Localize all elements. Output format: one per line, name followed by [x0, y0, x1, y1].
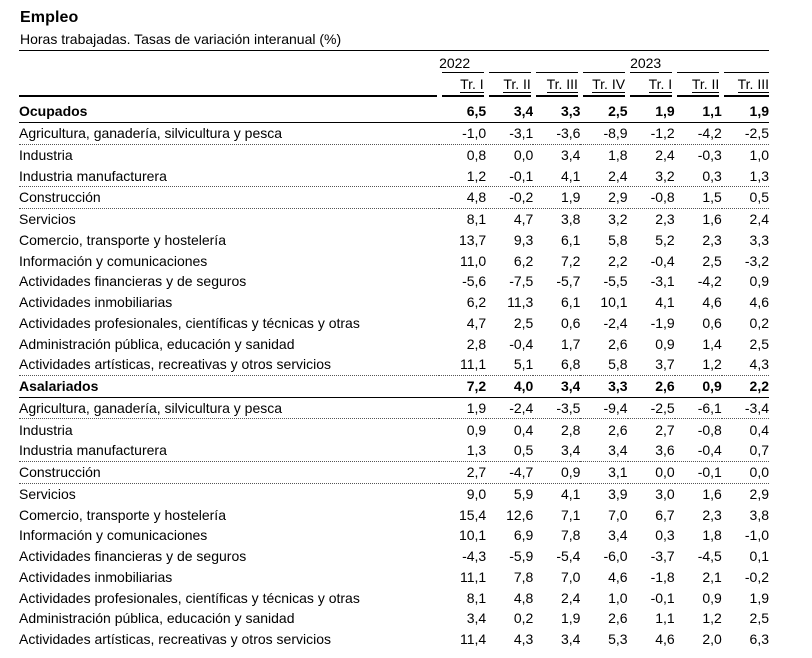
value-cell: 7,0: [608, 506, 628, 523]
value-cell: 2,2: [608, 252, 628, 269]
value-cell: -3,6: [533, 122, 580, 144]
value-cell: 0,5: [722, 187, 769, 209]
row-label: Administración pública, educación y sanidad: [19, 335, 295, 352]
value-cell: -8,9: [580, 122, 627, 144]
value-cell: 4,8: [513, 589, 534, 606]
top-rule: [19, 50, 769, 51]
value-cell: 1,2: [675, 354, 722, 375]
value-cell: 2,7: [655, 421, 675, 438]
value-cell: 1,1: [655, 610, 675, 627]
table-row: [19, 546, 769, 567]
value-cell: 13,7: [458, 231, 487, 248]
value-cell: 0,7: [722, 440, 769, 461]
page-title: Empleo: [20, 9, 79, 26]
row-label: Administración pública, educación y sanidad: [19, 610, 295, 627]
value-cell: 2,6: [608, 335, 628, 352]
row-label: Servicios: [19, 485, 76, 502]
table-row: [19, 375, 769, 397]
table-body: [19, 52, 769, 650]
value-cell: -0,3: [697, 146, 722, 163]
row-label: Actividades artísticas, recreativas y otros servicios: [19, 631, 331, 648]
row-label: Construcción: [19, 461, 439, 483]
value-cell: -4,5: [697, 548, 722, 565]
quarter-label: Tr. II: [691, 76, 720, 92]
value-cell: 3,4: [486, 101, 533, 122]
header-blank: [19, 52, 439, 73]
value-cell: 2,4: [580, 165, 627, 186]
value-cell: -0,8: [628, 187, 675, 209]
value-cell: 6,1: [560, 231, 581, 248]
value-cell: 2,5: [513, 314, 534, 331]
row-label: Actividades financieras y de seguros: [19, 548, 247, 565]
value-cell: 2,4: [655, 146, 675, 163]
value-cell: 2,8: [560, 421, 581, 438]
value-cell: -6,0: [603, 548, 628, 565]
value-cell: 1,4: [702, 335, 722, 352]
value-cell: 0,3: [655, 527, 675, 544]
value-cell: -0,1: [650, 589, 675, 606]
value-cell: 0,6: [702, 314, 722, 331]
table-row: [19, 230, 769, 251]
value-cell: 0,8: [466, 146, 487, 163]
table-row: [19, 333, 769, 354]
table-row: [19, 587, 769, 608]
value-cell: 11,1: [459, 568, 487, 585]
value-cell: 5,2: [655, 231, 675, 248]
table-row: [19, 144, 769, 165]
value-cell: -5,5: [603, 273, 628, 290]
value-cell: -9,4: [580, 397, 627, 419]
value-cell: 2,3: [702, 506, 722, 523]
table-row: [19, 483, 769, 504]
row-label: Información y comunicaciones: [19, 252, 208, 269]
value-cell: -0,4: [509, 335, 534, 352]
row-label: Actividades artísticas, recreativas y otros servicios: [19, 354, 439, 375]
row-label: Información y comunicaciones: [19, 527, 208, 544]
value-cell: 3,4: [560, 146, 581, 163]
year-2022-label: 2022: [439, 52, 486, 73]
value-cell: -4,2: [697, 273, 722, 290]
table-row: [19, 187, 769, 209]
value-cell: -2,4: [486, 397, 533, 419]
value-cell: 15,4: [458, 506, 487, 523]
value-cell: 3,2: [628, 165, 675, 186]
value-cell: 1,0: [749, 146, 769, 163]
value-cell: 3,8: [560, 211, 581, 228]
table-row: [19, 629, 769, 650]
value-cell: 3,7: [628, 354, 675, 375]
quarter-header: [722, 73, 769, 97]
table-row: [19, 608, 769, 629]
year-2023-span: [722, 52, 769, 73]
value-cell: 3,3: [533, 101, 580, 122]
value-cell: 6,8: [533, 354, 580, 375]
row-label: Servicios: [19, 211, 76, 228]
year-2023-span: [675, 52, 722, 73]
row-label: Agricultura, ganadería, silvicultura y pesca: [19, 397, 439, 419]
value-cell: 1,2: [702, 610, 722, 627]
value-cell: 1,0: [608, 589, 628, 606]
value-cell: 2,0: [702, 631, 722, 648]
value-cell: -1,0: [744, 527, 769, 544]
value-cell: 12,6: [506, 506, 534, 523]
value-cell: -2,4: [603, 314, 628, 331]
value-cell: 0,6: [560, 314, 581, 331]
value-cell: 3,4: [466, 610, 487, 627]
value-cell: 0,1: [749, 548, 769, 565]
value-cell: 2,6: [628, 375, 675, 397]
section-header-label: Asalariados: [19, 375, 439, 397]
value-cell: 4,7: [513, 211, 534, 228]
value-cell: 3,8: [749, 506, 769, 523]
value-cell: 2,1: [702, 568, 722, 585]
value-cell: 3,4: [560, 631, 581, 648]
value-cell: 4,3: [513, 631, 534, 648]
value-cell: -5,9: [509, 548, 534, 565]
value-cell: 1,9: [439, 397, 486, 419]
value-cell: 2,6: [608, 421, 628, 438]
value-cell: 3,6: [628, 440, 675, 461]
value-cell: 1,3: [722, 165, 769, 186]
header-blank: [19, 73, 439, 97]
value-cell: 2,9: [580, 187, 627, 209]
value-cell: -0,4: [675, 440, 722, 461]
value-cell: 2,7: [439, 461, 486, 483]
page-subtitle: Horas trabajadas. Tasas de variación interanual (%): [20, 31, 342, 47]
value-cell: 10,1: [600, 294, 628, 311]
value-cell: 0,9: [702, 589, 722, 606]
value-cell: 2,3: [655, 211, 675, 228]
value-cell: 0,5: [486, 440, 533, 461]
value-cell: 1,1: [675, 101, 722, 122]
quarter-label: Tr. I: [648, 76, 673, 92]
value-cell: 0,9: [533, 461, 580, 483]
value-cell: 0,0: [628, 461, 675, 483]
row-label: Actividades inmobiliarias: [19, 568, 173, 585]
value-cell: -0,1: [486, 165, 533, 186]
value-cell: 0,9: [749, 273, 769, 290]
value-cell: 1,3: [439, 440, 486, 461]
value-cell: 2,9: [749, 485, 769, 502]
value-cell: 7,0: [560, 568, 581, 585]
value-cell: 1,6: [702, 485, 722, 502]
value-cell: 4,6: [655, 631, 675, 648]
value-cell: 5,8: [608, 231, 628, 248]
quarter-label: Tr. III: [737, 76, 769, 92]
value-cell: 3,2: [608, 211, 628, 228]
value-cell: 7,1: [560, 506, 581, 523]
table-row: [19, 567, 769, 588]
section-header-label: Ocupados: [19, 101, 439, 122]
value-cell: -1,8: [650, 568, 675, 585]
table-row: [19, 271, 769, 292]
value-cell: 1,9: [749, 589, 769, 606]
table-row: [19, 313, 769, 334]
value-cell: -0,8: [697, 421, 722, 438]
table-row: [19, 165, 769, 186]
value-cell: 0,9: [655, 335, 675, 352]
value-cell: 1,9: [628, 101, 675, 122]
value-cell: 0,2: [749, 314, 769, 331]
table-row: [19, 419, 769, 440]
value-cell: 0,9: [675, 375, 722, 397]
row-label: Agricultura, ganadería, silvicultura y pesca: [19, 122, 439, 144]
value-cell: 1,5: [675, 187, 722, 209]
value-cell: 4,7: [466, 314, 487, 331]
value-cell: 3,4: [580, 440, 627, 461]
value-cell: 11,1: [439, 354, 486, 375]
value-cell: 1,7: [560, 335, 581, 352]
row-label: Actividades profesionales, científicas y técnicas y otras: [19, 314, 360, 331]
table-row: [19, 354, 769, 375]
quarter-header: [628, 73, 675, 97]
value-cell: 0,3: [675, 165, 722, 186]
table-row: [19, 250, 769, 271]
value-cell: -7,5: [509, 273, 534, 290]
table-row: [19, 208, 769, 229]
value-cell: -1,2: [628, 122, 675, 144]
year-2022-span: [533, 52, 580, 73]
quarter-header: [439, 73, 486, 97]
row-label: Actividades inmobiliarias: [19, 294, 173, 311]
value-cell: 2,5: [702, 252, 722, 269]
value-cell: 1,9: [722, 101, 769, 122]
value-cell: 1,8: [702, 527, 722, 544]
value-cell: 6,3: [749, 631, 769, 648]
value-cell: -3,7: [650, 548, 675, 565]
value-cell: 6,9: [513, 527, 534, 544]
value-cell: -3,1: [650, 273, 675, 290]
year-2022-span: [486, 52, 533, 73]
value-cell: 11,3: [507, 294, 534, 311]
value-cell: 2,3: [702, 231, 722, 248]
value-cell: -4,2: [675, 122, 722, 144]
value-cell: 2,4: [749, 211, 769, 228]
value-cell: 2,8: [466, 335, 487, 352]
table-row: [19, 122, 769, 144]
value-cell: 2,6: [608, 610, 628, 627]
value-cell: 5,8: [580, 354, 627, 375]
quarter-label: Tr. II: [503, 76, 531, 92]
value-cell: 0,0: [513, 146, 534, 163]
value-cell: -4,7: [486, 461, 533, 483]
value-cell: 11,0: [459, 252, 487, 269]
year-2022-span: [580, 52, 627, 73]
employment-table: [19, 52, 769, 650]
row-label: Comercio, transporte y hostelería: [19, 506, 226, 523]
value-cell: 6,1: [560, 294, 581, 311]
value-cell: 2,5: [749, 335, 769, 352]
value-cell: 2,4: [560, 589, 581, 606]
row-label: Actividades financieras y de seguros: [19, 273, 247, 290]
row-label: Industria manufacturera: [19, 165, 439, 186]
value-cell: 3,3: [749, 231, 769, 248]
table-row: [19, 440, 769, 461]
value-cell: -1,9: [650, 314, 675, 331]
year-header-row: [19, 52, 769, 73]
value-cell: 1,9: [533, 187, 580, 209]
value-cell: 9,0: [466, 485, 487, 502]
value-cell: 3,4: [533, 375, 580, 397]
value-cell: -4,3: [462, 548, 487, 565]
value-cell: 3,1: [580, 461, 627, 483]
value-cell: -0,2: [486, 187, 533, 209]
value-cell: 8,1: [466, 211, 487, 228]
value-cell: -5,7: [556, 273, 581, 290]
quarter-label: Tr. I: [460, 76, 484, 92]
value-cell: -0,2: [744, 568, 769, 585]
value-cell: 4,6: [749, 294, 769, 311]
row-label: Comercio, transporte y hostelería: [19, 231, 226, 248]
value-cell: 6,5: [439, 101, 486, 122]
value-cell: -3,5: [533, 397, 580, 419]
value-cell: 7,2: [439, 375, 486, 397]
row-label: Actividades profesionales, científicas y técnicas y otras: [19, 589, 360, 606]
value-cell: 4,3: [722, 354, 769, 375]
value-cell: 4,8: [439, 187, 486, 209]
value-cell: 2,5: [580, 101, 627, 122]
value-cell: 2,5: [749, 610, 769, 627]
value-cell: -1,0: [439, 122, 486, 144]
quarter-header: [580, 73, 627, 97]
value-cell: 0,9: [466, 421, 487, 438]
year-2023-label: 2023: [628, 52, 675, 73]
value-cell: 5,1: [486, 354, 533, 375]
value-cell: -2,5: [628, 397, 675, 419]
row-label: Industria: [19, 146, 73, 163]
value-cell: 6,2: [513, 252, 534, 269]
row-label: Construcción: [19, 187, 439, 209]
quarter-header: [533, 73, 580, 97]
value-cell: -3,1: [486, 122, 533, 144]
value-cell: 4,1: [560, 485, 581, 502]
value-cell: 4,0: [486, 375, 533, 397]
quarter-label: Tr. IV: [592, 76, 626, 92]
value-cell: -0,4: [650, 252, 675, 269]
value-cell: 0,0: [722, 461, 769, 483]
value-cell: 7,8: [560, 527, 581, 544]
value-cell: 4,6: [702, 294, 722, 311]
table-row: [19, 525, 769, 546]
table-row: [19, 101, 769, 122]
value-cell: 3,4: [533, 440, 580, 461]
value-cell: 9,3: [513, 231, 534, 248]
value-cell: 7,8: [513, 568, 534, 585]
value-cell: 3,9: [608, 485, 628, 502]
row-label: Industria: [19, 421, 73, 438]
value-cell: 1,6: [702, 211, 722, 228]
value-cell: 5,3: [608, 631, 628, 648]
value-cell: 0,2: [513, 610, 534, 627]
quarter-header-row: [19, 73, 769, 97]
value-cell: 4,1: [655, 294, 675, 311]
value-cell: -0,1: [675, 461, 722, 483]
quarter-label: Tr. III: [546, 76, 578, 92]
value-cell: 3,0: [655, 485, 675, 502]
value-cell: 10,1: [458, 527, 487, 544]
value-cell: -5,4: [556, 548, 581, 565]
value-cell: 1,2: [439, 165, 486, 186]
value-cell: 3,3: [580, 375, 627, 397]
value-cell: 1,9: [560, 610, 581, 627]
table-row: [19, 292, 769, 313]
value-cell: -2,5: [722, 122, 769, 144]
value-cell: 8,1: [466, 589, 487, 606]
value-cell: 6,7: [655, 506, 675, 523]
value-cell: 6,2: [466, 294, 487, 311]
value-cell: 3,4: [608, 527, 628, 544]
value-cell: -6,1: [675, 397, 722, 419]
table-row: [19, 461, 769, 483]
quarter-header: [675, 73, 722, 97]
value-cell: 2,2: [722, 375, 769, 397]
quarter-header: [486, 73, 533, 97]
table-row: [19, 397, 769, 419]
value-cell: 5,9: [513, 485, 534, 502]
value-cell: -3,2: [744, 252, 769, 269]
value-cell: 7,2: [560, 252, 581, 269]
value-cell: 0,4: [513, 421, 534, 438]
value-cell: 4,6: [608, 568, 628, 585]
value-cell: 4,1: [533, 165, 580, 186]
table-row: [19, 504, 769, 525]
value-cell: -5,6: [462, 273, 487, 290]
value-cell: 1,8: [608, 146, 628, 163]
value-cell: 0,4: [749, 421, 769, 438]
value-cell: 11,4: [459, 631, 487, 648]
row-label: Industria manufacturera: [19, 440, 439, 461]
value-cell: -3,4: [722, 397, 769, 419]
